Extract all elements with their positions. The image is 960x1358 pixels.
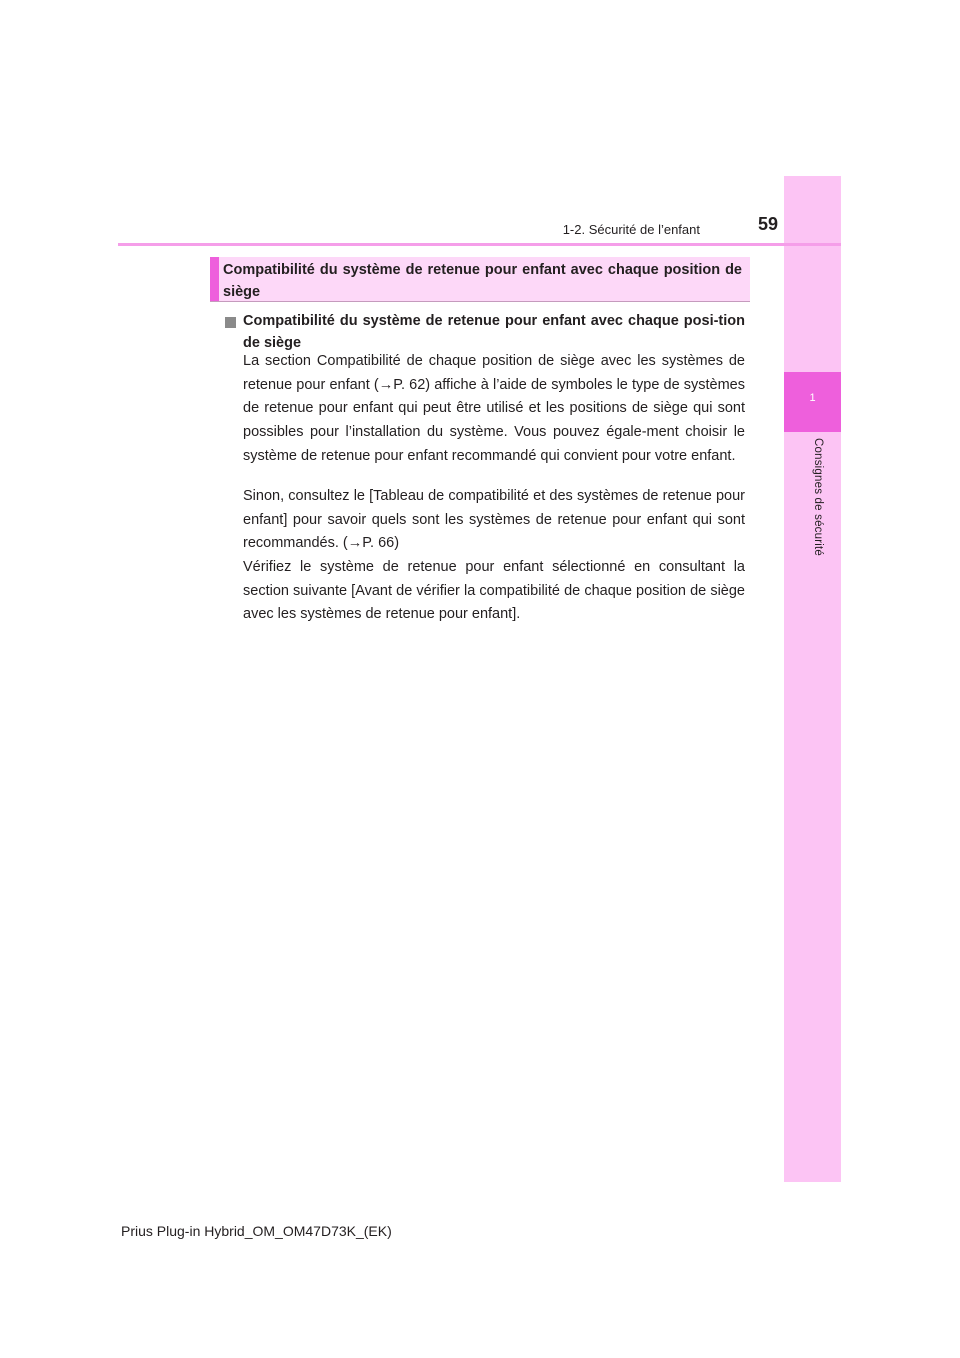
subheading: Compatibilité du système de retenue pour enfant avec chaque posi-tion de siège — [243, 313, 745, 351]
paragraph-3: Vérifiez le système de retenue pour enfant sélectionné en consultant la section suivante [Avant de vérifier la compatibilité de chaque position de siège avec les systèmes de retenue pour enfant]. — [243, 559, 745, 623]
section-title: Compatibilité du système de retenue pour enfant avec chaque position de siège — [223, 262, 742, 300]
footer-doc-id: Prius Plug-in Hybrid_OM_OM47D73K_(EK) — [121, 1223, 392, 1239]
section-label: 1-2. Sécurité de l’enfant — [562, 222, 700, 237]
chapter-side-tab — [784, 176, 841, 1182]
page-number: 59 — [757, 214, 778, 234]
paragraph-2: Sinon, consultez le [Tableau de compatibilité et des systèmes de retenue pour enfant] pour savoir quels sont les systèmes de retenue pour enfant qui sont recommandés. (→P. 66) — [243, 488, 745, 552]
chapter-title: Consignes de sécurité — [812, 438, 824, 556]
header-rule — [118, 243, 841, 246]
paragraph-1: La section Compatibilité de chaque position de siège avec les systèmes de retenue pour enfant (→P. 62) affiche à l’aide de symboles le type de systèmes de retenue pour enfant qui peut être utilisé et les positions de siège qui sont possibles pour l’installation du système. Vous pouvez égale-ment choisir le système de retenue pour enfant recommandé qui convient pour votre enfant. — [243, 353, 745, 464]
title-accent-bar — [210, 257, 219, 301]
square-bullet-icon — [225, 317, 236, 328]
chapter-number: 1 — [809, 392, 816, 404]
